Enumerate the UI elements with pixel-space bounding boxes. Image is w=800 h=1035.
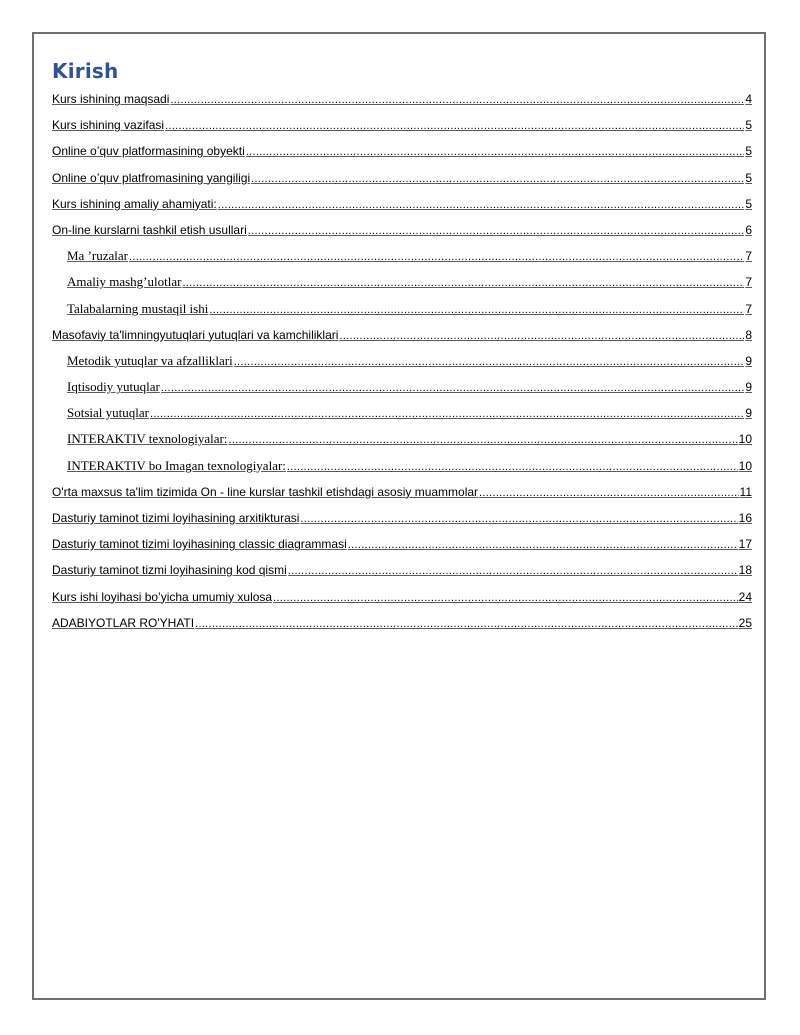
toc-entry[interactable] bbox=[52, 482, 752, 508]
toc-page-number: 7 bbox=[745, 249, 752, 264]
toc-entry[interactable] bbox=[52, 115, 752, 141]
toc-dot-leader bbox=[479, 482, 738, 503]
toc-entry-title: Kurs ishining amaliy ahamiyati: bbox=[52, 196, 217, 211]
toc-page-number: 7 bbox=[745, 275, 752, 290]
toc-page-number: 16 bbox=[738, 511, 752, 525]
toc-dot-leader bbox=[165, 115, 744, 136]
toc-entry-title: Dasturiy taminot tizimi loyihasining arxitikturasi bbox=[52, 511, 300, 525]
toc-entry-title: Dasturiy taminot tizimi loyihasining classic diagrammasi bbox=[52, 537, 347, 552]
toc-page-number: 11 bbox=[739, 484, 752, 499]
toc-page-number: 8 bbox=[745, 327, 752, 342]
toc-entry[interactable] bbox=[52, 534, 752, 560]
toc-page-number: 5 bbox=[745, 170, 752, 185]
toc-entry-title: INTERAKTIV bo Imagan texnologiyalar: bbox=[67, 457, 286, 473]
toc-entry-title: Amaliy mashg’ulotlar bbox=[67, 274, 182, 290]
toc-dot-leader bbox=[161, 377, 745, 398]
toc-dot-leader bbox=[288, 560, 738, 581]
toc-entry[interactable] bbox=[52, 299, 752, 325]
toc-entry-title: Kurs ishining vazifasi bbox=[52, 118, 165, 133]
toc-entry[interactable] bbox=[52, 587, 752, 613]
toc-entry[interactable] bbox=[52, 429, 752, 455]
toc-page-number: 5 bbox=[745, 196, 752, 211]
toc-page-number: 9 bbox=[745, 380, 752, 395]
toc-entry[interactable] bbox=[52, 377, 752, 403]
toc-entry-title: Online o’quv platfromasining yangiligi bbox=[52, 170, 251, 185]
toc-entry-title: Metodik yutuqlar va afzalliklari bbox=[67, 352, 233, 368]
toc-page-number: 25 bbox=[738, 615, 752, 630]
toc-dot-leader bbox=[246, 141, 745, 162]
toc-entry[interactable] bbox=[52, 560, 752, 586]
toc-page-number: 4 bbox=[745, 92, 752, 106]
toc-page-number: 5 bbox=[745, 144, 752, 159]
toc-entry[interactable] bbox=[52, 194, 752, 220]
toc-dot-leader bbox=[348, 534, 738, 555]
toc-dot-leader bbox=[209, 299, 744, 320]
toc-page-number: 5 bbox=[745, 118, 752, 133]
toc-entry[interactable] bbox=[52, 351, 752, 377]
toc-page-number: 17 bbox=[738, 537, 752, 552]
toc-entry[interactable] bbox=[52, 456, 752, 482]
toc-entry[interactable] bbox=[52, 508, 752, 534]
toc-entry[interactable] bbox=[52, 246, 752, 272]
toc-dot-leader bbox=[273, 587, 738, 608]
toc-dot-leader bbox=[129, 246, 744, 267]
toc-page-number: 10 bbox=[738, 432, 752, 447]
toc-entry-title: Kurs ishining maqsadi bbox=[52, 92, 170, 106]
toc-entry[interactable] bbox=[52, 272, 752, 298]
toc-dot-leader bbox=[248, 220, 745, 241]
toc-dot-leader bbox=[234, 351, 745, 372]
toc-page-number: 18 bbox=[738, 563, 752, 578]
toc-entry[interactable] bbox=[52, 403, 752, 429]
toc-dot-leader bbox=[251, 168, 744, 189]
toc-entry-title: Iqtisodiy yutuqlar bbox=[67, 379, 160, 395]
toc-entry-title: Sotsial yutuqlar bbox=[67, 405, 149, 421]
toc-entry-title: O'rta maxsus ta'lim tizimida On - line kurslar tashkil etishdagi asosiy muammolar bbox=[52, 484, 479, 499]
toc-heading: Kirish bbox=[52, 59, 119, 83]
toc-dot-leader bbox=[150, 403, 744, 424]
toc-page-number: 6 bbox=[745, 222, 752, 237]
toc-entry-title: Dasturiy taminot tizmi loyihasining kod qismi bbox=[52, 563, 287, 578]
toc-entry-title: Talabalarning mustaqil ishi bbox=[67, 300, 209, 316]
toc-entry[interactable] bbox=[52, 325, 752, 351]
toc-page-number: 7 bbox=[745, 301, 752, 316]
toc-dot-leader bbox=[182, 272, 744, 293]
toc-dot-leader bbox=[287, 456, 738, 477]
toc-dot-leader bbox=[339, 325, 744, 346]
toc-entry[interactable] bbox=[52, 220, 752, 246]
toc-dot-leader bbox=[300, 508, 737, 529]
toc-dot-leader bbox=[218, 194, 745, 215]
table-of-contents bbox=[52, 89, 752, 639]
toc-dot-leader bbox=[170, 89, 744, 110]
toc-entry-title: On-line kurslarni tashkil etish usullari bbox=[52, 222, 247, 237]
toc-entry-title: Masofaviy ta'limningyutuqlari yutuqlari va kamchiliklari bbox=[52, 327, 339, 342]
toc-dot-leader bbox=[195, 613, 738, 634]
toc-entry-title: ADABIYOTLAR RO'YHATI bbox=[52, 615, 195, 630]
toc-page-number: 9 bbox=[745, 406, 752, 421]
toc-entry[interactable] bbox=[52, 613, 752, 639]
toc-entry-title: Ma ’ruzalar bbox=[67, 248, 128, 264]
toc-entry-title: Kurs ishi loyihasi bo’yicha umumiy xulosa bbox=[52, 589, 273, 604]
toc-entry[interactable] bbox=[52, 168, 752, 194]
toc-entry-title: Online o’quv platformasining obyekti bbox=[52, 144, 245, 159]
toc-dot-leader bbox=[228, 429, 737, 450]
toc-entry[interactable] bbox=[52, 141, 752, 167]
toc-entry[interactable] bbox=[52, 89, 752, 115]
toc-page-number: 9 bbox=[745, 353, 752, 368]
toc-page-number: 10 bbox=[738, 458, 752, 473]
toc-entry-title: INTERAKTIV texnologiyalar: bbox=[67, 431, 228, 447]
toc-page-number: 24 bbox=[738, 589, 752, 604]
